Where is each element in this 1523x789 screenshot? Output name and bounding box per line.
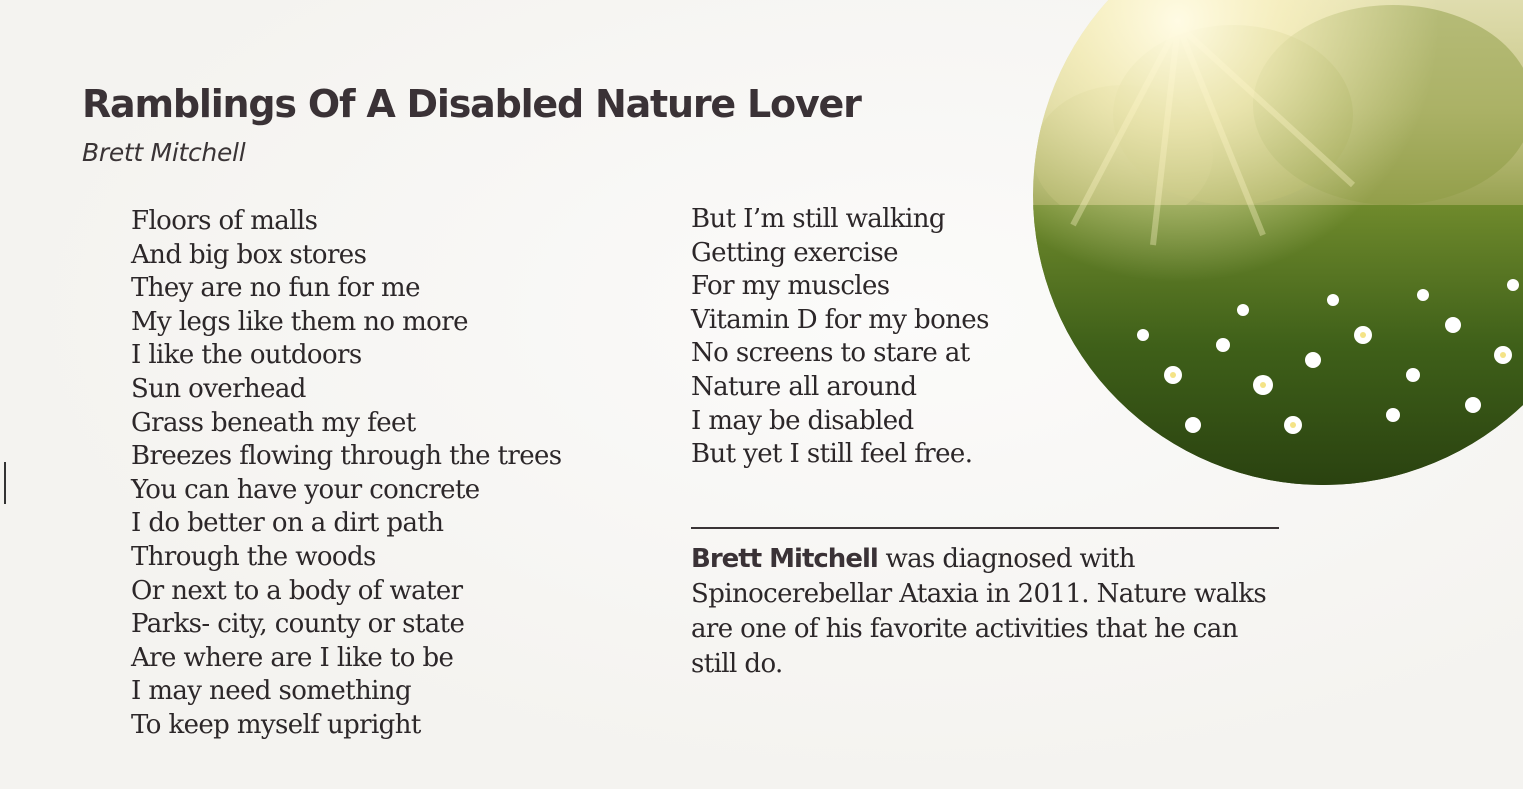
author-bio xyxy=(691,542,1291,682)
poem-line: I like the outdoors xyxy=(131,340,362,371)
poem-line: Getting exercise xyxy=(691,237,898,268)
bio-author-name: Brett Mitchell xyxy=(691,544,878,574)
poem-line: Sun overhead xyxy=(131,373,306,404)
article-title: Ramblings Of A Disabled Nature Lover xyxy=(82,82,861,126)
article-byline: Brett Mitchell xyxy=(82,138,246,167)
poem-line: Grass beneath my feet xyxy=(131,407,416,438)
poem-line: Parks- city, county or state xyxy=(131,609,465,640)
poem-line: My legs like them no more xyxy=(131,306,468,337)
scan-edge-mark xyxy=(4,462,6,504)
poem-line: Through the woods xyxy=(131,541,376,572)
poem-line: For my muscles xyxy=(691,271,890,302)
poem-column-right xyxy=(691,203,989,472)
poem-line: Breezes flowing through the trees xyxy=(131,441,562,472)
poem-line: Are where are I like to be xyxy=(131,642,454,673)
bio-divider xyxy=(691,527,1279,529)
poem-line: Vitamin D for my bones xyxy=(691,304,989,335)
poem-line: I may be disabled xyxy=(691,405,914,436)
poem-line: I may need something xyxy=(131,676,412,707)
poem-line: But yet I still feel free. xyxy=(691,439,973,470)
bio-text: was diagnosed with Spinocerebellar Ataxia in 2011. Nature walks are one of his favorite activities that he can still do. xyxy=(691,544,1267,679)
poem-line: Floors of malls xyxy=(131,206,318,236)
poem-line: But I’m still walking xyxy=(691,204,945,234)
poem-column-left xyxy=(131,205,562,743)
poem-line: And big box stores xyxy=(131,239,367,270)
poem-line: Or next to a body of water xyxy=(131,575,463,606)
poem-line: Nature all around xyxy=(691,371,917,402)
poem-line: They are no fun for me xyxy=(131,273,420,304)
poem-line: To keep myself upright xyxy=(131,709,421,740)
meadow-photo-icon xyxy=(1033,0,1523,485)
poem-line: No screens to stare at xyxy=(691,338,970,369)
poem-line: You can have your concrete xyxy=(131,474,480,505)
poem-line: I do better on a dirt path xyxy=(131,508,444,539)
